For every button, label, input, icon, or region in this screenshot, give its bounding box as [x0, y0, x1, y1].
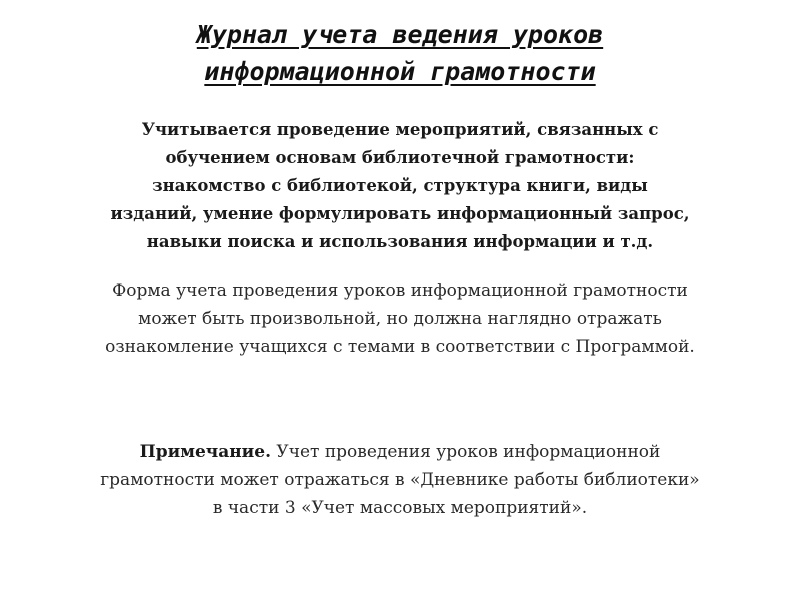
intro-paragraph [20, 116, 780, 256]
note-paragraph [20, 438, 780, 522]
note-line-2: грамотности может отражаться в «Дневнике работы библиотеки» [100, 470, 700, 490]
intro-line: обучением основам библиотечной грамотности: [165, 148, 635, 167]
intro-line: навыки поиска и использования информации и т.д. [146, 232, 654, 251]
note-label: Примечание. [139, 442, 272, 462]
page-title [40, 16, 760, 90]
intro-line: Учитывается проведение мероприятий, связанных с [141, 120, 659, 139]
form-line: ознакомление учащихся с темами в соответствии с Программой. [105, 337, 695, 357]
form-paragraph [20, 277, 780, 361]
intro-line: знакомство с библиотекой, структура книги, виды [152, 176, 648, 195]
note-line-1-text: Учет проведения уроков информационной [271, 442, 661, 462]
note-line-3: в части 3 «Учет массовых мероприятий». [212, 498, 588, 518]
intro-line: изданий, умение формулировать информационный запрос, [110, 204, 690, 223]
title-line-1: Журнал учета ведения уроков [196, 20, 604, 49]
title-line-2: информационной грамотности [204, 57, 596, 86]
note-line-1 [20, 438, 780, 466]
form-line: может быть произвольной, но должна наглядно отражать [138, 309, 662, 329]
form-line: Форма учета проведения уроков информационной грамотности [112, 281, 688, 301]
